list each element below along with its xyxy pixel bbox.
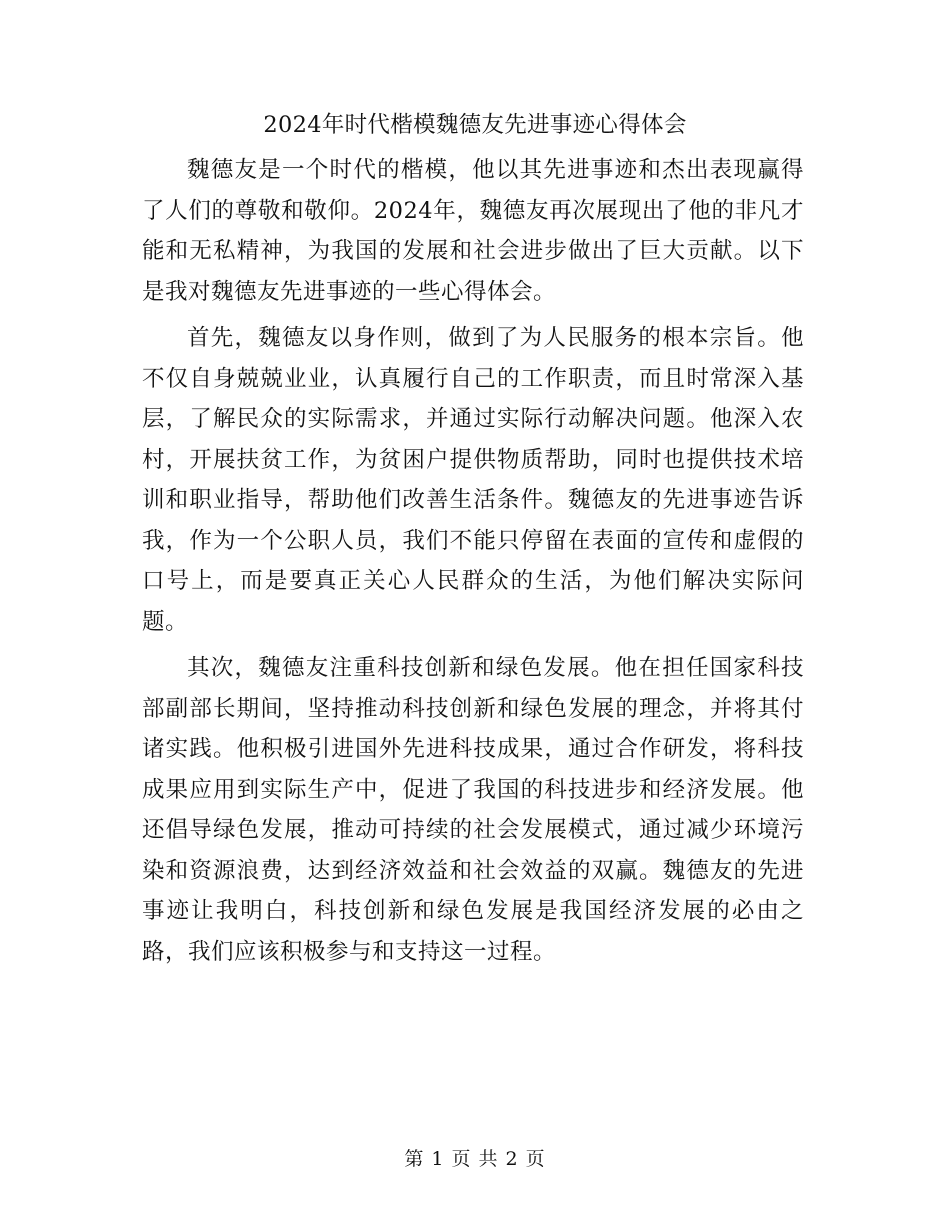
page-number-footer: 第 1 页 共 2 页 bbox=[404, 1148, 546, 1170]
document-title: 2024年时代楷模魏德友先进事迹心得体会 bbox=[263, 112, 687, 138]
paragraph-first-point: 首先，魏德友以身作则，做到了为人民服务的根本宗旨。他不仅自身兢兢业业，认真履行自己的工作职责，而且时常深入基层，了解民众的实际需求，并通过实际行动解决问题。他深入农村，开展扶贫工作，为贫困户提供物质帮助，同时也提供技术培训和职业指导，帮助他们改善生活条件。魏德友的先进事迹告诉我，作为一个公职人员，我们不能只停留在表面的宣传和虚假的口号上，而是要真正关心人民群众的生活，为他们解决实际问题。 bbox=[142, 325, 804, 635]
paragraph-second-point: 其次，魏德友注重科技创新和绿色发展。他在担任国家科技部副部长期间，坚持推动科技创新和绿色发展的理念，并将其付诸实践。他积极引进国外先进科技成果，通过合作研发，将科技成果应用到实际生产中，促进了我国的科技进步和经济发展。他还倡导绿色发展，推动可持续的社会发展模式，通过减少环境污染和资源浪费，达到经济效益和社会效益的双赢。魏德友的先进事迹让我明白，科技创新和绿色发展是我国经济发展的必由之路，我们应该积极参与和支持这一过程。 bbox=[142, 655, 804, 965]
paragraph-intro: 魏德友是一个时代的楷模，他以其先进事迹和杰出表现赢得了人们的尊敬和敬仰。2024年，魏德友再次展现出了他的非凡才能和无私精神，为我国的发展和社会进步做出了巨大贡献。以下是我对魏德友先进事迹的一些心得体会。 bbox=[142, 157, 804, 305]
document-body bbox=[142, 150, 804, 972]
